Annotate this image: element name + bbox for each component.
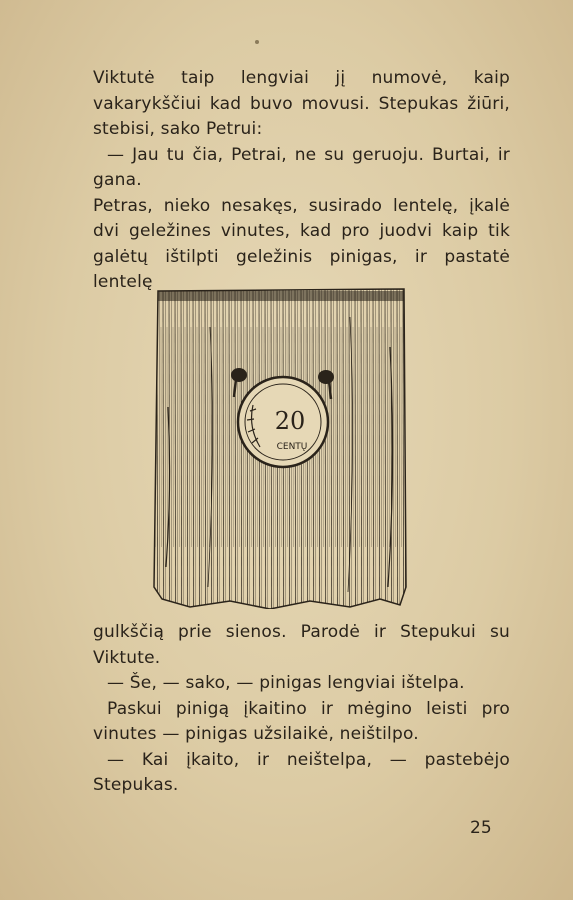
top-text xyxy=(93,66,510,296)
paragraph: — Jau tu čia, Petrai, ne su geruoju. Burtai, ir gana. xyxy=(93,144,510,190)
paragraph: Petras, nieko nesakęs, susirado lentelę, įkalė dvi geležines vinutes, kad pro juodvi kaip tik galėtų ištilpti geležinis pinigas, ir pastatė lentelę xyxy=(93,195,510,292)
board-with-coin-illustration xyxy=(150,287,408,609)
coin-unit: CENTŲ xyxy=(276,442,308,452)
paragraph: — Kai įkaito, ir neištelpa, — pastebėjo Stepukas. xyxy=(93,749,510,795)
ink-dot xyxy=(255,40,259,44)
page-number: 25 xyxy=(470,818,492,838)
paragraph: Paskui pinigą įkaitino ir mėgino leisti pro vinutes — pinigas užsilaikė, neištilpo. xyxy=(93,698,510,744)
coin xyxy=(238,377,328,467)
bottom-text xyxy=(93,620,510,799)
paragraph: Viktutė taip lengviai jį numovė, kaip vakarykščiui kad buvo movusi. Stepukas žiūri, stebisi, sako Petrui: xyxy=(93,68,510,139)
coin-value: 20 xyxy=(274,407,306,435)
paragraph: gulkščią prie sienos. Parodė ir Stepukui su Viktute. xyxy=(93,622,510,668)
paragraph: — Še, — sako, — pinigas lengviai ištelpa. xyxy=(107,673,465,693)
